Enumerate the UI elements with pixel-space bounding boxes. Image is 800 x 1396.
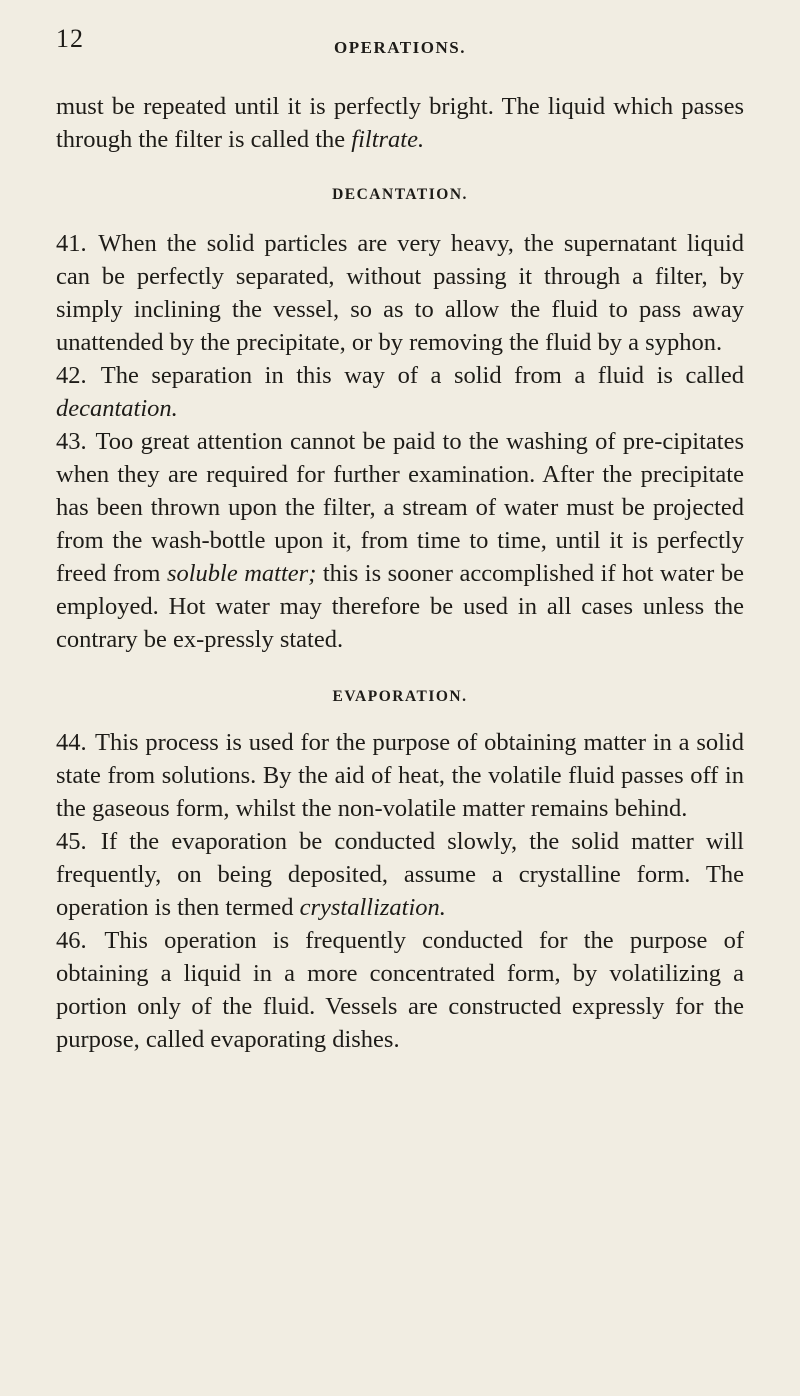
paragraph-41 (56, 227, 744, 359)
paragraph-number: 41. (56, 230, 87, 257)
paragraph-text: This process is used for the purpose of obtaining matter in a solid state from solutions. By the aid of heat, the volatile fluid passes off in the gaseous form, whilst the non-volatile matter remains behind. (56, 729, 744, 822)
intro-paragraph (56, 90, 744, 156)
section-heading-decantation: DECANTATION. (332, 186, 468, 203)
running-title: OPERATIONS. (334, 38, 466, 57)
italic-term-crystallization: crystallization. (299, 894, 446, 921)
intro-text: must be repeated until it is perfectly bright. The liquid which passes through the filter is called the (56, 93, 744, 153)
paragraph-45 (56, 825, 744, 924)
paragraph-number: 44. (56, 729, 87, 756)
paragraph-number: 43. (56, 428, 87, 455)
paragraph-43 (56, 425, 744, 656)
paragraph-text: This operation is frequently conducted for the purpose of obtaining a liquid in a more concentrated form, by volatilizing a portion only of the fluid. Vessels are constructed expressly for the purpose, called evaporating dishes. (56, 927, 744, 1053)
paragraph-text: If the evaporation be conducted slowly, the solid matter will frequently, on being deposited, assume a crystalline form. The operation is then termed (56, 828, 744, 921)
page-body (56, 90, 744, 1056)
paragraph-number: 42. (56, 362, 87, 389)
paragraph-text-continued: this is sooner accomplished if hot water be employed. Hot water may therefore be used in all cases unless the contrary be ex-pressly stated. (56, 560, 744, 653)
paragraph-44 (56, 726, 744, 825)
paragraph-text: The separation in this way of a solid from a fluid is called (100, 362, 744, 389)
page-number: 12 (56, 24, 84, 53)
intro-italic-term: filtrate. (351, 126, 425, 153)
italic-term-decantation: decantation. (56, 395, 178, 422)
paragraph-number: 45. (56, 828, 87, 855)
page-header (56, 0, 744, 90)
paragraph-text: When the solid particles are very heavy, the supernatant liquid can be perfectly separated, without passing it through a filter, by simply inclining the vessel, so as to allow the fluid to pass away unattended by the precipitate, or by removing the fluid by a syphon. (56, 230, 744, 356)
italic-term-soluble-matter: soluble matter; (166, 560, 317, 587)
paragraph-text: Too great attention cannot be paid to the washing of pre-cipitates when they are required for further examination. After the precipitate has been thrown upon the filter, a stream of water must be projected from the wash-bottle upon it, from time to time, until it is perfectly freed from (56, 428, 744, 587)
paragraph-46 (56, 924, 744, 1056)
section-heading-evaporation: EVAPORATION. (332, 688, 468, 705)
paragraph-42 (56, 359, 744, 425)
paragraph-number: 46. (56, 927, 87, 954)
